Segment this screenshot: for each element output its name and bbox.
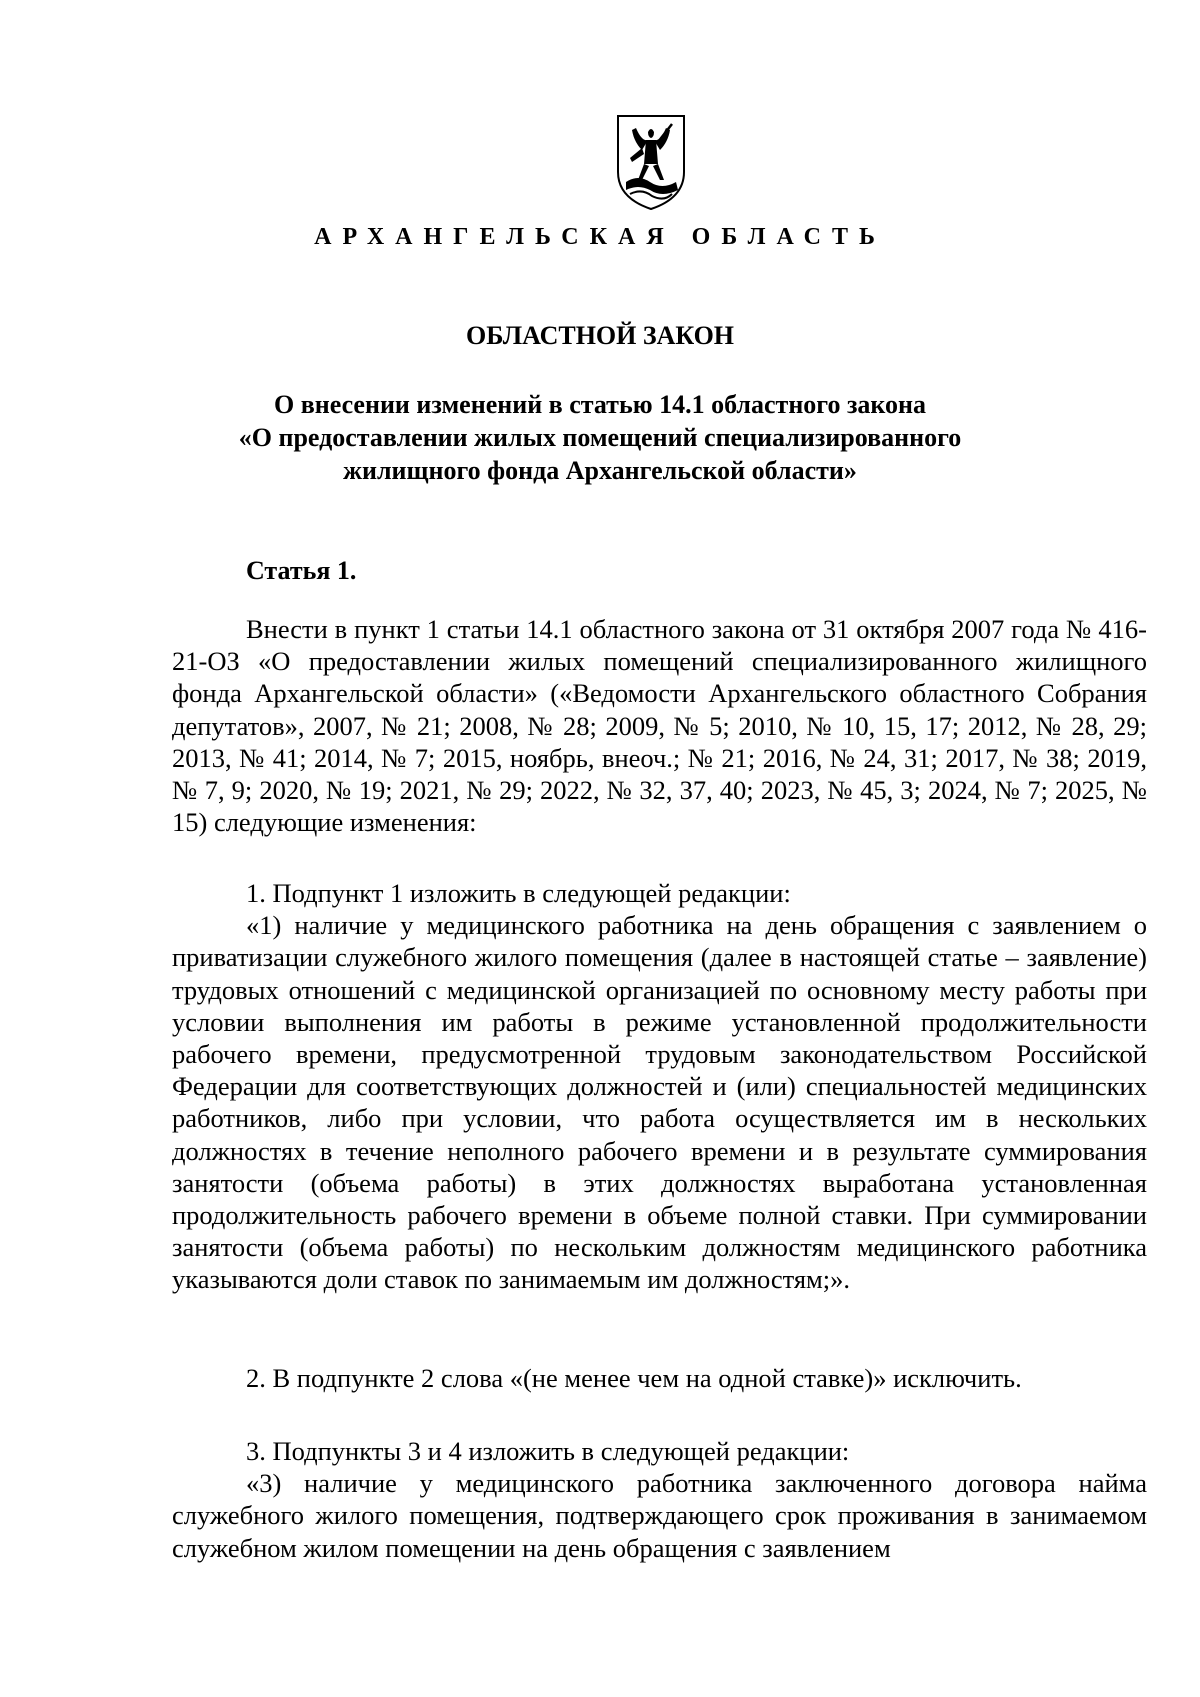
- law-type-heading: ОБЛАСТНОЙ ЗАКОН: [465, 321, 735, 350]
- item-2-paragraph: 2. В подпункте 2 слова «(не менее чем на одной ставке)» исключить.: [246, 1363, 1022, 1393]
- item-3-text: «3) наличие у медицинского работника заключенного договора найма служебного жилого помещения, подтверждающего срок проживания в занимаемом служебном жилом помещении на день обращения с заявлением: [172, 1468, 1147, 1563]
- region-name: АРХАНГЕЛЬСКАЯ ОБЛАСТЬ: [314, 224, 886, 250]
- archangel-coat-of-arms-icon: [612, 112, 690, 212]
- item-1-block: [172, 877, 1147, 1296]
- article-intro-block: [172, 613, 1147, 838]
- law-title-line-2: «О предоставлении жилых помещений специализированного: [238, 423, 962, 452]
- law-title-line-1: О внесении изменений в статью 14.1 областного закона: [273, 390, 927, 419]
- item-3-heading: 3. Подпункты 3 и 4 изложить в следующей редакции:: [246, 1436, 850, 1466]
- law-title: [200, 388, 1000, 487]
- law-title-line-3: жилищного фонда Архангельской области»: [343, 456, 857, 485]
- article-intro-paragraph: Внести в пункт 1 статьи 14.1 областного закона от 31 октября 2007 года № 416-21-ОЗ «О предоставлении жилых помещений специализированного жилищного фонда Архангельской области» («Ведомости Архангельского областного Собрания депутатов», 2007, № 21; 2008, № 28; 2009, № 5; 2010, № 10, 15, 17; 2012, № 28, 29; 2013, № 41; 2014, № 7; 2015, ноябрь, внеоч.; № 21; 2016, № 24, 31; 2017, № 38; 2019, № 7, 9; 2020, № 19; 2021, № 29; 2022, № 32, 37, 40; 2023, № 45, 3; 2024, № 7; 2025, № 15) следующие изменения:: [172, 614, 1147, 838]
- item-1-heading: 1. Подпункт 1 изложить в следующей редакции:: [246, 878, 791, 908]
- item-1-text: «1) наличие у медицинского работника на день обращения с заявлением о приватизации служебного жилого помещения (далее в настоящей статье – заявление) трудовых отношений с медицинской организацией по основному месту работы при условии выполнения им работы в режиме установленной продолжительности рабочего времени, предусмотренной трудовым законодательством Российской Федерации для соответствующих должностей и (или) специальностей медицинских работников, либо при условии, что работа осуществляется им в нескольких должностях в течение неполного рабочего времени и в результате суммирования занятости (объема работы) в этих должностях выработана установленная продолжительность рабочего времени в объеме полной ставки. При суммировании занятости (объема работы) по нескольким должностям медицинского работника указываются доли ставок по занимаемым им должностям;».: [172, 910, 1147, 1295]
- article-heading: Статья 1.: [246, 556, 357, 585]
- item-2-block: [172, 1362, 1147, 1394]
- item-3-block: [172, 1435, 1147, 1564]
